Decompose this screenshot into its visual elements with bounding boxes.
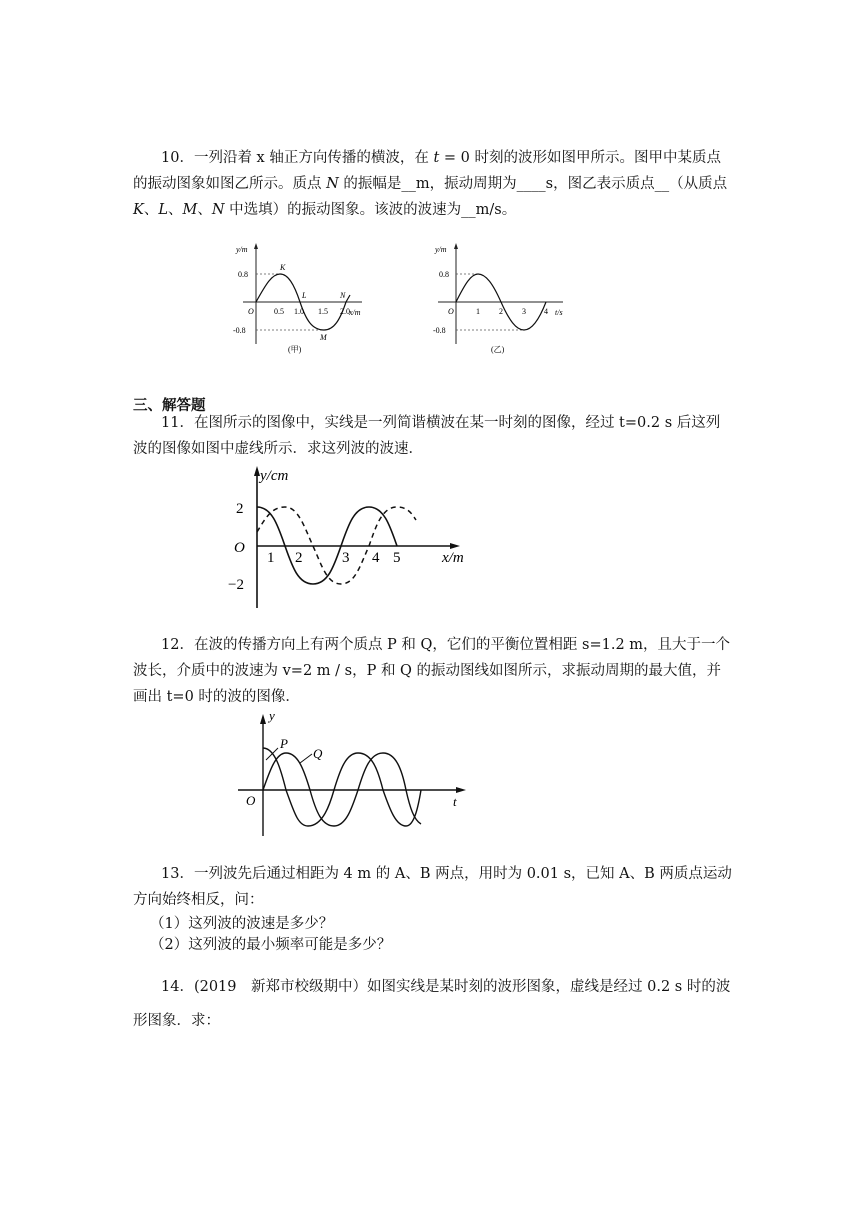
yi-tick-x-1: 1 <box>476 307 480 316</box>
yi-tick-x-4: 4 <box>544 307 548 316</box>
q12-label-q: Q <box>313 746 323 761</box>
jia-tick-x-4: 2.0 <box>340 307 350 316</box>
q11-tick-x-3: 3 <box>342 550 350 566</box>
jia-origin: O <box>248 307 254 316</box>
jia-tick-x-1: 0.5 <box>274 307 284 316</box>
q12-label-p: P <box>280 736 288 751</box>
question-10-text: 10．一列沿着 x 轴正方向传播的横波，在 t = 0 时刻的波形如图甲所示。图甲中某质点的振动图象如图乙所示。质点 N 的振幅是__m，振动周期为____s，图乙表示质点__（从质点 K、L、M、N 中选填）的振动图象。该波的波速为__m/s。 <box>133 150 728 218</box>
q12-y-axis-label: y <box>269 708 275 723</box>
q11-tick-x-2: 2 <box>295 550 303 566</box>
yi-tick-y-pos: 0.8 <box>439 270 449 279</box>
question-13-sub-2: （2）这列波的最小频率可能是多少？ <box>150 937 392 953</box>
question-13-sub-1: （1）这列波的波速是多少？ <box>150 916 334 932</box>
yi-y-axis-label: y/m <box>435 245 447 254</box>
jia-tick-x-2: 1.0 <box>294 307 304 316</box>
yi-tick-x-2: 2 <box>499 307 503 316</box>
question-13-text: 13．一列波先后通过相距为 4 m 的 A、B 两点，用时为 0.01 s，已知 A、B 两质点运动方向始终相反，问： <box>133 866 732 908</box>
figure-q12-vibration <box>228 708 468 836</box>
jia-point-l: L <box>302 291 307 300</box>
section-heading: 三、解答题 <box>133 398 206 414</box>
q12-origin: O <box>246 793 256 808</box>
jia-caption: (甲) <box>288 345 302 354</box>
jia-tick-y-neg: -0.8 <box>233 326 246 335</box>
yi-tick-y-neg: -0.8 <box>433 326 446 335</box>
q11-x-axis-label: x/m <box>442 550 464 566</box>
jia-tick-x-3: 1.5 <box>318 307 328 316</box>
question-12-text: 12．在波的传播方向上有两个质点 P 和 Q，它们的平衡位置相距 s=1.2 m，且大于一个波长，介质中的波速为 v=2 m / s，P 和 Q 的振动图线如图所示，求振动周期的最大值，并画出 t=0 时的波的图像． <box>133 637 731 705</box>
yi-tick-x-3: 3 <box>522 307 526 316</box>
question-11-text: 11．在图所示的图像中，实线是一列简谐横波在某一时刻的图像，经过 t=0.2 s 后这列波的图像如图中虚线所示．求这列波的波速． <box>133 415 721 457</box>
q11-origin: O <box>234 540 245 556</box>
jia-point-m: M <box>320 333 327 342</box>
q11-tick-y-pos: 2 <box>236 501 244 517</box>
jia-point-k: K <box>280 263 286 272</box>
q11-tick-y-neg: −2 <box>228 577 244 593</box>
yi-origin: O <box>448 307 454 316</box>
q12-x-axis-label: t <box>453 794 457 809</box>
q11-tick-x-4: 4 <box>372 550 380 566</box>
figure-yi-vibration <box>423 240 573 358</box>
jia-x-axis-label: x/m <box>349 308 361 317</box>
jia-tick-y-pos: 0.8 <box>238 270 248 279</box>
q11-tick-x-5: 5 <box>393 550 401 566</box>
q11-tick-x-1: 1 <box>267 550 275 566</box>
question-14-text: 14．(2019 新郑市校级期中）如图实线是某时刻的波形图象，虚线是经过 0.2 s 时的波形图象．求： <box>133 979 731 1029</box>
figure-q11-wave <box>222 462 482 608</box>
yi-x-axis-label: t/s <box>555 308 563 317</box>
q11-y-axis-label: y/cm <box>260 468 289 484</box>
jia-y-axis-label: y/m <box>236 245 248 254</box>
figure-jia-wave <box>228 240 378 358</box>
jia-point-n: N <box>340 291 346 300</box>
yi-caption: (乙) <box>491 345 505 354</box>
